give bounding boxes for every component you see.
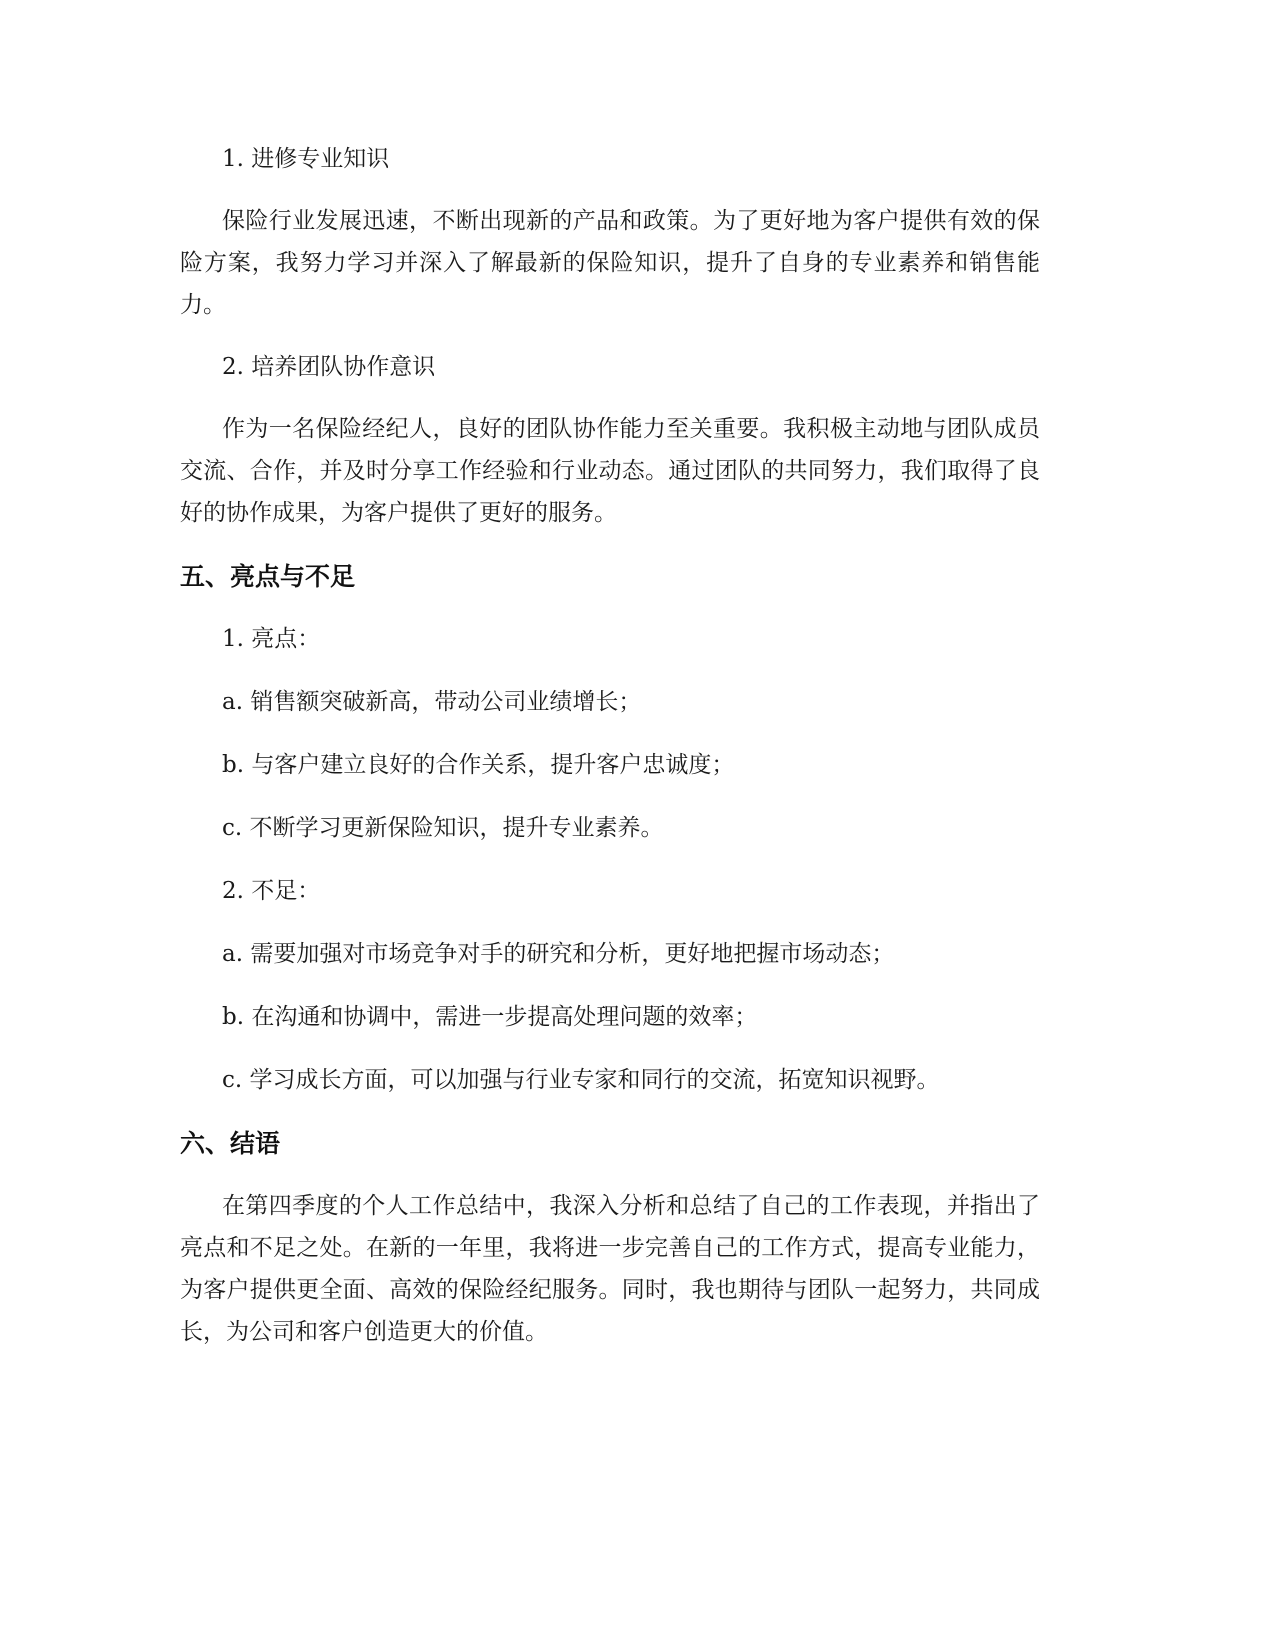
list-item: c. 不断学习更新保险知识，提升专业素养。: [222, 815, 664, 841]
paragraph: 在第四季度的个人工作总结中，我深入分析和总结了自己的工作表现，并指出了亮点和不足之处。在新的一年里，我将进一步完善自己的工作方式，提高专业能力，为客户提供更全面、高效的保险经纪服务。同时，我也期待与团队一起努力，共同成长，为公司和客户创造更大的价值。: [180, 1193, 1040, 1345]
section-heading: 五、亮点与不足: [180, 562, 356, 591]
list-item: b. 与客户建立良好的合作关系，提升客户忠诚度；: [222, 752, 735, 778]
list-item-title: 1. 亮点：: [222, 626, 321, 652]
list-item-title: 2. 不足：: [222, 878, 321, 904]
list-item-title: 1. 进修专业知识: [222, 146, 390, 172]
list-item: a. 销售额突破新高，带动公司业绩增长；: [222, 689, 642, 715]
list-item-title: 2. 培养团队协作意识: [222, 354, 436, 380]
list-item: c. 学习成长方面，可以加强与行业专家和同行的交流，拓宽知识视野。: [222, 1067, 940, 1093]
list-item: b. 在沟通和协调中，需进一步提高处理问题的效率；: [222, 1004, 758, 1030]
list-item: a. 需要加强对市场竞争对手的研究和分析，更好地把握市场动态；: [222, 941, 895, 967]
section-heading: 六、结语: [180, 1129, 281, 1158]
paragraph: 保险行业发展迅速，不断出现新的产品和政策。为了更好地为客户提供有效的保险方案，我努力学习并深入了解最新的保险知识，提升了自身的专业素养和销售能力。: [180, 208, 1040, 318]
paragraph: 作为一名保险经纪人，良好的团队协作能力至关重要。我积极主动地与团队成员交流、合作，并及时分享工作经验和行业动态。通过团队的共同努力，我们取得了良好的协作成果，为客户提供了更好的服务。: [180, 416, 1040, 526]
document-page: [180, 138, 1040, 1353]
